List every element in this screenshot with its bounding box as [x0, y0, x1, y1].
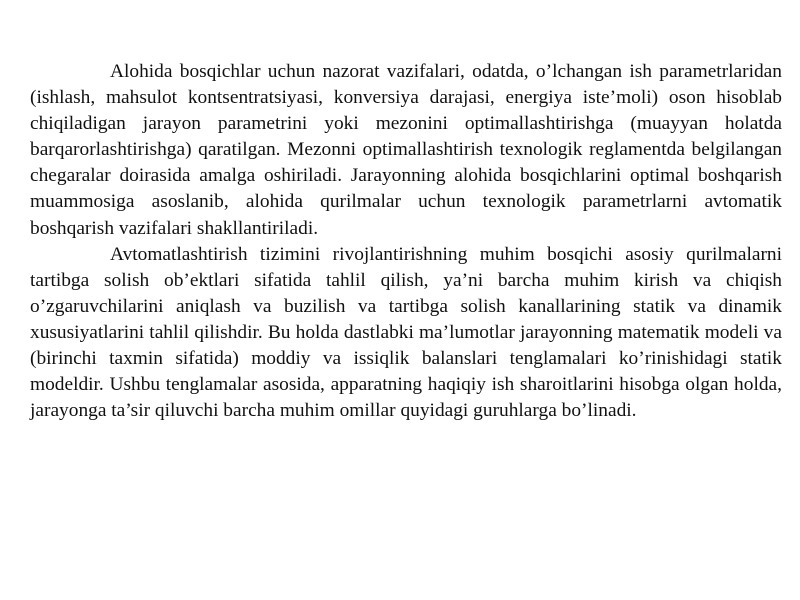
paragraph-automation-analysis: Avtomatlashtirish tizimini rivojlantirishning muhim bosqichi asosiy qurilmalarni tartibga solish ob’ektlari sifatida tahlil qilish, ya’ni barcha muhim kirish va chiqish o’zgaruvchilarini aniqlash va buzilish va tartibga solish kanallarining statik va dinamik xususiyatlarini tahlil qilishdir. Bu holda dastlabki ma’lumotlar jarayonning matematik modeli va (birinchi taxmin sifatida) moddiy va issiqlik balanslari tenglamalari ko’rinishidagi statik modeldir. Ushbu tenglamalar asosida, apparatning haqiqiy ish sharoitlarini hisobga olgan holda, jarayonga ta’sir qiluvchi barcha muhim omillar quyidagi guruhlarga bo’linadi.	[30, 243, 782, 422]
paragraph-control-tasks: Alohida bosqichlar uchun nazorat vazifalari, odatda, o’lchangan ish parametrlaridan (ishlash, mahsulot kontsentratsiyasi, konversiya darajasi, energiya iste’moli) oson hisoblab chiqiladigan jarayon parametrini yoki mezonini optimallashtirishga (muayyan holatda barqarorlashtirishga) qaratilgan. Mezonni optimallashtirish texnologik reglamentda belgilangan chegaralar doirasida amalga oshiriladi. Jarayonning alohida bosqichlarini optimal boshqarish muammosiga asoslanib, alohida qurilmalar uchun texnologik parametrlarni avtomatik boshqarish vazifalari shakllantiriladi.	[30, 61, 782, 239]
document-page	[30, 59, 782, 424]
